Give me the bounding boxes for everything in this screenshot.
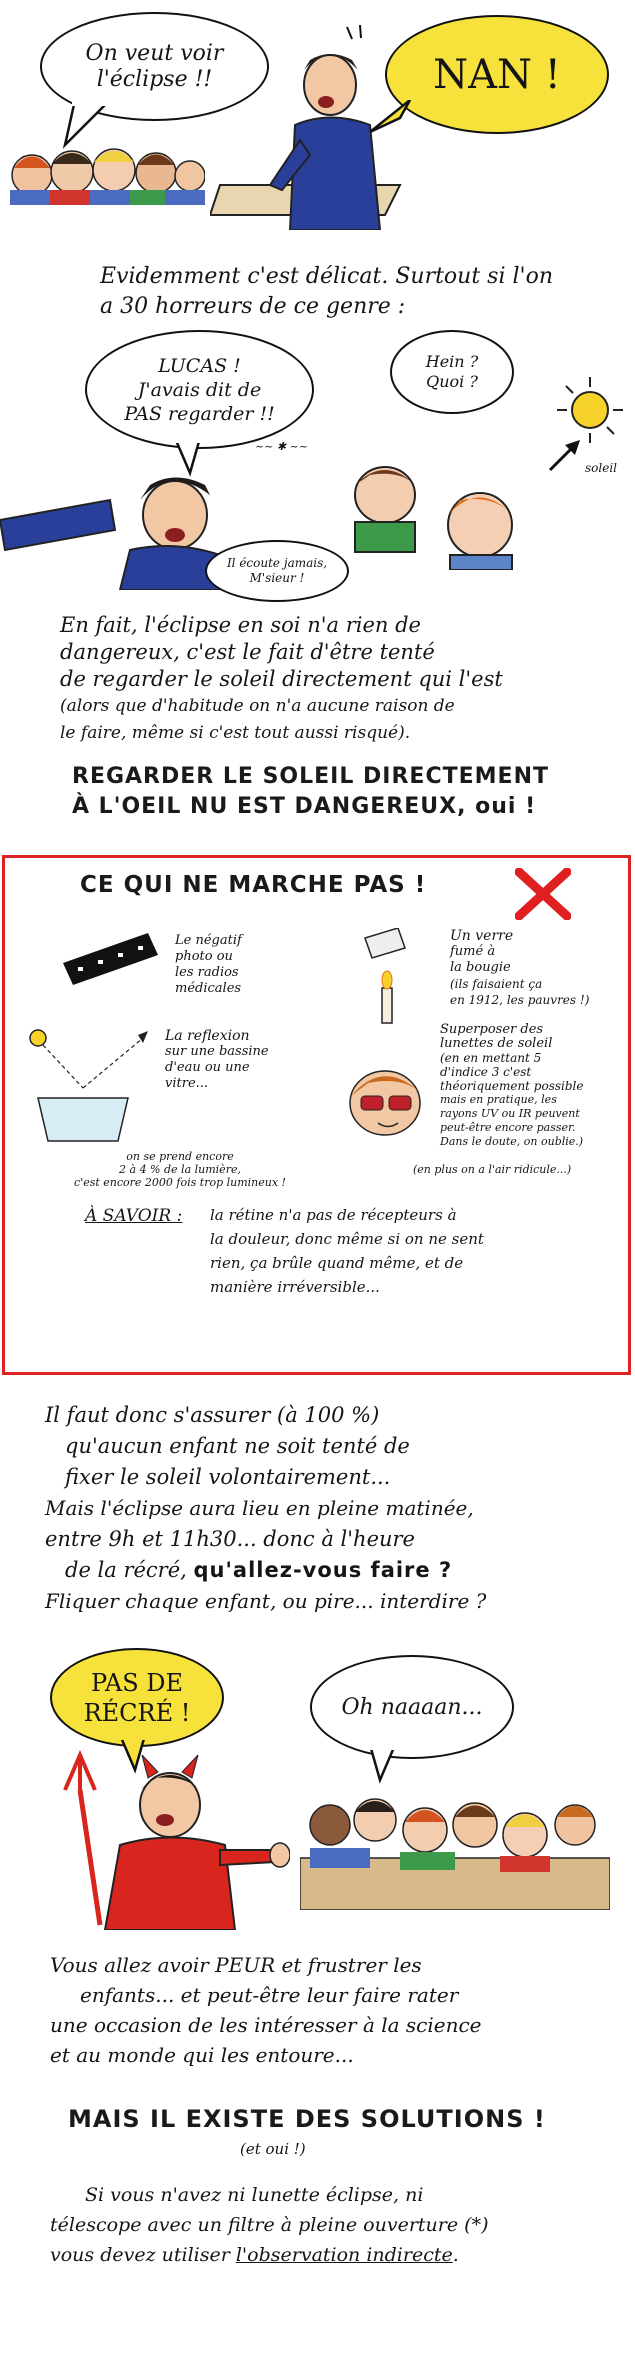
devil-speech-bubble bbox=[50, 1648, 224, 1747]
expl-line3: de regarder le soleil directement qui l'est bbox=[60, 667, 503, 691]
sad-kids-group-illustration bbox=[300, 1780, 610, 1910]
expl-line5: le faire, même si c'est tout aussi risqué). bbox=[60, 723, 411, 743]
fear-line1: Vous allez avoir PEUR et frustrer les bbox=[50, 1953, 422, 1977]
nan-bubble-tail bbox=[370, 100, 420, 140]
sunglasses-line7: rayons UV ou IR peuvent bbox=[440, 1107, 580, 1120]
solutions-heading: MAIS IL EXISTE DES SOLUTIONS ! bbox=[68, 2105, 546, 2133]
devil-teacher-illustration bbox=[60, 1750, 290, 1930]
sunglasses-line2: lunettes de soleil bbox=[440, 1036, 553, 1051]
recess-line1: Il faut donc s'assurer (à 100 %) bbox=[45, 1403, 380, 1427]
indirect-observation-text: l'observation indirecte bbox=[235, 2244, 453, 2266]
glass-line4: (ils faisaient ça bbox=[450, 977, 543, 991]
hein-line1: Hein ? bbox=[425, 352, 479, 371]
glass-line1: Un verre bbox=[450, 928, 514, 944]
warning-line1: REGARDER LE SOLEIL DIRECTEMENT bbox=[72, 764, 549, 789]
devil-line2: RÉCRÉ ! bbox=[83, 1698, 191, 1727]
panel-title: CE QUI NE MARCHE PAS ! bbox=[80, 872, 427, 898]
sunglasses-line8: peut-être encore passer. bbox=[440, 1121, 576, 1134]
item-smoked-glass-text bbox=[450, 928, 589, 1008]
recess-line5: entre 9h et 11h30... donc à l'heure bbox=[45, 1527, 415, 1551]
sunglasses-line4: d'indice 3 c'est bbox=[440, 1065, 532, 1079]
kid-tattle-bubble bbox=[205, 540, 349, 602]
what-doesnt-work-panel bbox=[2, 855, 631, 1375]
scene-kids-asking bbox=[0, 0, 635, 250]
intro-paragraph bbox=[100, 262, 635, 322]
recess-line2: qu'aucun enfant ne soit tenté de bbox=[65, 1434, 410, 1458]
devil-line1: PAS DE bbox=[90, 1668, 184, 1697]
closing-line1: Si vous n'avez ni lunette éclipse, ni bbox=[85, 2184, 424, 2206]
kids-oh-naan-text: Oh naaaan... bbox=[341, 1694, 483, 1720]
negative-line2: photo ou bbox=[175, 949, 233, 964]
kid-hein-bubble bbox=[390, 330, 514, 414]
shout-marks bbox=[342, 25, 372, 55]
explanation-paragraph bbox=[60, 612, 600, 747]
arrow-icon bbox=[545, 435, 585, 475]
closing-line3c: . bbox=[452, 2244, 459, 2266]
lucas-bubble-line3: PAS regarder !! bbox=[124, 402, 275, 425]
lucas-bubble-line2: J'avais dit de bbox=[137, 378, 262, 401]
fear-paragraph bbox=[50, 1950, 610, 2070]
red-cross-icon bbox=[515, 868, 571, 920]
recess-line6b: qu'allez-vous faire ? bbox=[193, 1558, 453, 1582]
closing-paragraph bbox=[50, 2180, 620, 2270]
closing-line3a: vous devez utiliser bbox=[50, 2244, 236, 2266]
negative-line1: Le négatif bbox=[175, 933, 242, 948]
intro-line2: a 30 horreurs de ce genre : bbox=[100, 294, 406, 319]
recess-line6a: de la récré, bbox=[65, 1558, 187, 1582]
warning-line2: À L'OEIL NU EST DANGEREUX, oui ! bbox=[72, 794, 537, 819]
glass-line2: fumé à bbox=[450, 944, 496, 959]
recess-paragraph bbox=[45, 1400, 615, 1617]
film-negative-icon bbox=[63, 933, 163, 988]
negative-line4: médicales bbox=[175, 981, 242, 996]
expl-line1: En fait, l'éclipse en soi n'a rien de bbox=[60, 613, 421, 637]
reflection-note bbox=[65, 1150, 295, 1189]
recess-line3: fixer le soleil volontairement... bbox=[65, 1465, 391, 1489]
item-sunglasses-text bbox=[440, 1023, 584, 1149]
reflection-basin-icon bbox=[23, 1023, 153, 1143]
fear-line3: une occasion de les intéresser à la science bbox=[50, 2013, 482, 2037]
savoir-text bbox=[210, 1203, 484, 1299]
savoir-line1: la rétine n'a pas de récepteurs à bbox=[210, 1206, 457, 1224]
kids-bubble-line1: On veut voir bbox=[85, 40, 224, 66]
closing-line2: télescope avec un filtre à pleine ouverture (*) bbox=[50, 2214, 489, 2236]
sunglasses-line3: (en en mettant 5 bbox=[440, 1051, 542, 1065]
smoked-glass-candle-icon bbox=[360, 928, 410, 1028]
sunglasses-line1: Superposer des bbox=[440, 1022, 544, 1037]
reflection-line4: vitre... bbox=[165, 1076, 209, 1091]
reflection-line2: sur une bassine bbox=[165, 1044, 269, 1059]
lucas-bubble-line1: LUCAS ! bbox=[158, 354, 241, 377]
expl-line4: (alors que d'habitude on n'a aucune raison de bbox=[60, 696, 455, 716]
teacher-lucas-bubble bbox=[85, 330, 314, 449]
glass-line3: la bougie bbox=[450, 960, 511, 975]
savoir-line4: manière irréversible... bbox=[210, 1278, 380, 1296]
fear-line4: et au monde qui les entoure... bbox=[50, 2043, 354, 2067]
tattle-line1: Il écoute jamais, bbox=[226, 556, 328, 570]
oh-naan-bubble-tail bbox=[365, 1745, 405, 1785]
reflection-line1: La reflexion bbox=[165, 1028, 250, 1044]
sunglasses-line9: Dans le doute, on oublie.) bbox=[440, 1135, 584, 1148]
fear-line2: enfants... et peut-être leur faire rater bbox=[80, 1983, 459, 2007]
recess-line7: Fliquer chaque enfant, ou pire... interdire ? bbox=[45, 1589, 487, 1613]
warning-bold-text bbox=[72, 762, 549, 822]
sun-label: soleil bbox=[585, 461, 617, 475]
kids-group-illustration bbox=[10, 130, 205, 205]
expl-line2: dangereux, c'est le fait d'être tenté bbox=[60, 640, 435, 664]
sunglasses-kid-icon bbox=[343, 1058, 428, 1138]
savoir-line2: la douleur, donc même si on ne sent bbox=[210, 1230, 484, 1248]
tattle-line2: M'sieur ! bbox=[249, 571, 305, 585]
reflection-note3: c'est encore 2000 fois trop lumineux ! bbox=[74, 1176, 286, 1189]
savoir-line3: rien, ça brûle quand même, et de bbox=[210, 1254, 464, 1272]
solutions-aside: (et oui !) bbox=[240, 2140, 306, 2158]
kids-bubble-line2: l'éclipse !! bbox=[96, 66, 213, 92]
intro-line1: Evidemment c'est délicat. Surtout si l'on bbox=[100, 264, 553, 289]
scene-lucas bbox=[0, 320, 635, 600]
reflection-line3: d'eau ou une bbox=[165, 1060, 250, 1075]
scribble-marks: ~~ ✱ ~~ bbox=[255, 440, 309, 453]
negative-line3: les radios bbox=[175, 965, 239, 980]
item-negative-text bbox=[175, 933, 242, 997]
sunglasses-aside: (en plus on a l'air ridicule...) bbox=[413, 1163, 572, 1176]
hein-line2: Quoi ? bbox=[426, 372, 478, 391]
sunglasses-line6: mais en pratique, les bbox=[440, 1093, 557, 1106]
two-kids-illustration bbox=[330, 440, 530, 570]
glass-line5: en 1912, les pauvres !) bbox=[450, 993, 590, 1007]
sunglasses-line5: théoriquement possible bbox=[440, 1079, 584, 1093]
reflection-note2: 2 à 4 % de la lumière, bbox=[119, 1163, 241, 1176]
recess-line4: Mais l'éclipse aura lieu en pleine matinée, bbox=[45, 1496, 474, 1520]
scene-no-recess bbox=[0, 1640, 635, 1940]
kids-oh-naan-bubble bbox=[310, 1655, 514, 1759]
reflection-note1: on se prend encore bbox=[126, 1150, 234, 1163]
teacher-nan-text: NAN ! bbox=[433, 51, 561, 98]
item-reflection-text bbox=[165, 1028, 269, 1092]
savoir-label: À SAVOIR : bbox=[85, 1206, 183, 1226]
